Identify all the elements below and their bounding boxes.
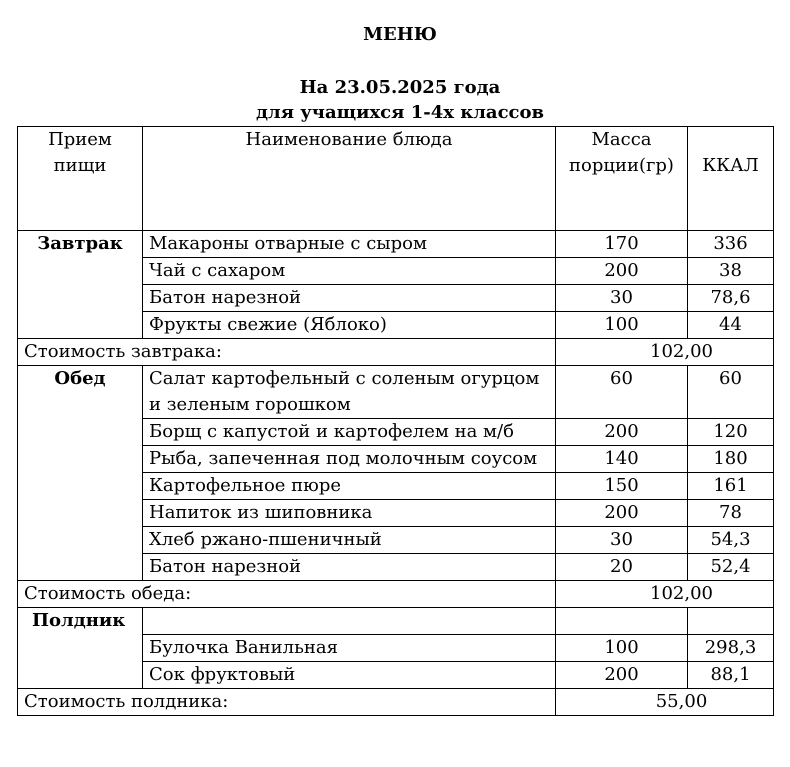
dish-kcal: 78,6 xyxy=(688,285,774,312)
menu-audience: для учащихся 1-4х классов xyxy=(256,102,544,123)
menu-date: На 23.05.2025 года xyxy=(299,77,501,98)
cost-row-lunch xyxy=(18,581,774,608)
col-header-dish: Наименование блюда xyxy=(143,127,556,231)
dish-kcal: 44 xyxy=(688,312,774,339)
dish-kcal: 38 xyxy=(688,258,774,285)
cost-row-breakfast xyxy=(18,339,774,366)
dish-name: Батон нарезной xyxy=(143,285,556,312)
dish-mass-empty xyxy=(556,608,688,635)
table-header-row xyxy=(18,127,774,231)
dish-name: Картофельное пюре xyxy=(143,473,556,500)
dish-kcal: 78 xyxy=(688,500,774,527)
menu-title: МЕНЮ xyxy=(363,24,437,45)
dish-name: Борщ с капустой и картофелем на м/б xyxy=(143,419,556,446)
cost-label: Стоимость полдника: xyxy=(18,689,556,716)
dish-mass: 60 xyxy=(556,366,688,419)
dish-kcal: 88,1 xyxy=(688,662,774,689)
cost-value: 102,00 xyxy=(556,339,774,366)
col-header-kcal: ККАЛ xyxy=(688,127,774,231)
dish-name: Батон нарезной xyxy=(143,554,556,581)
cost-value: 55,00 xyxy=(556,689,774,716)
dish-kcal-empty xyxy=(688,608,774,635)
dish-name-empty xyxy=(143,608,556,635)
meal-breakfast: Завтрак xyxy=(18,231,143,339)
dish-name: Салат картофельный с соленым огурцом и зеленым горошком xyxy=(143,366,556,419)
dish-kcal: 120 xyxy=(688,419,774,446)
cost-label: Стоимость обеда: xyxy=(18,581,556,608)
dish-kcal: 336 xyxy=(688,231,774,258)
dish-name: Напиток из шиповника xyxy=(143,500,556,527)
table-row xyxy=(18,366,774,419)
dish-name: Макароны отварные с сыром xyxy=(143,231,556,258)
dish-mass: 20 xyxy=(556,554,688,581)
dish-name: Фрукты свежие (Яблоко) xyxy=(143,312,556,339)
dish-kcal: 52,4 xyxy=(688,554,774,581)
dish-name: Рыба, запеченная под молочным соусом xyxy=(143,446,556,473)
dish-mass: 140 xyxy=(556,446,688,473)
dish-mass: 30 xyxy=(556,285,688,312)
dish-name: Сок фруктовый xyxy=(143,662,556,689)
cost-label: Стоимость завтрака: xyxy=(18,339,556,366)
menu-table xyxy=(17,126,774,716)
dish-mass: 200 xyxy=(556,662,688,689)
dish-kcal: 54,3 xyxy=(688,527,774,554)
dish-mass: 200 xyxy=(556,500,688,527)
dish-mass: 170 xyxy=(556,231,688,258)
dish-kcal: 60 xyxy=(688,366,774,419)
dish-mass: 100 xyxy=(556,635,688,662)
dish-mass: 200 xyxy=(556,419,688,446)
dish-mass: 150 xyxy=(556,473,688,500)
col-header-meal: Прием пищи xyxy=(18,127,143,231)
cost-value: 102,00 xyxy=(556,581,774,608)
dish-kcal: 161 xyxy=(688,473,774,500)
dish-name: Булочка Ванильная xyxy=(143,635,556,662)
meal-lunch: Обед xyxy=(18,366,143,581)
dish-mass: 100 xyxy=(556,312,688,339)
col-header-mass: Масса порции(гр) xyxy=(556,127,688,231)
dish-name: Хлеб ржано-пшеничный xyxy=(143,527,556,554)
table-row xyxy=(18,608,774,635)
dish-kcal: 180 xyxy=(688,446,774,473)
meal-snack: Полдник xyxy=(18,608,143,689)
dish-mass: 30 xyxy=(556,527,688,554)
table-row xyxy=(18,231,774,258)
dish-name: Чай с сахаром xyxy=(143,258,556,285)
dish-mass: 200 xyxy=(556,258,688,285)
dish-kcal: 298,3 xyxy=(688,635,774,662)
cost-row-snack xyxy=(18,689,774,716)
